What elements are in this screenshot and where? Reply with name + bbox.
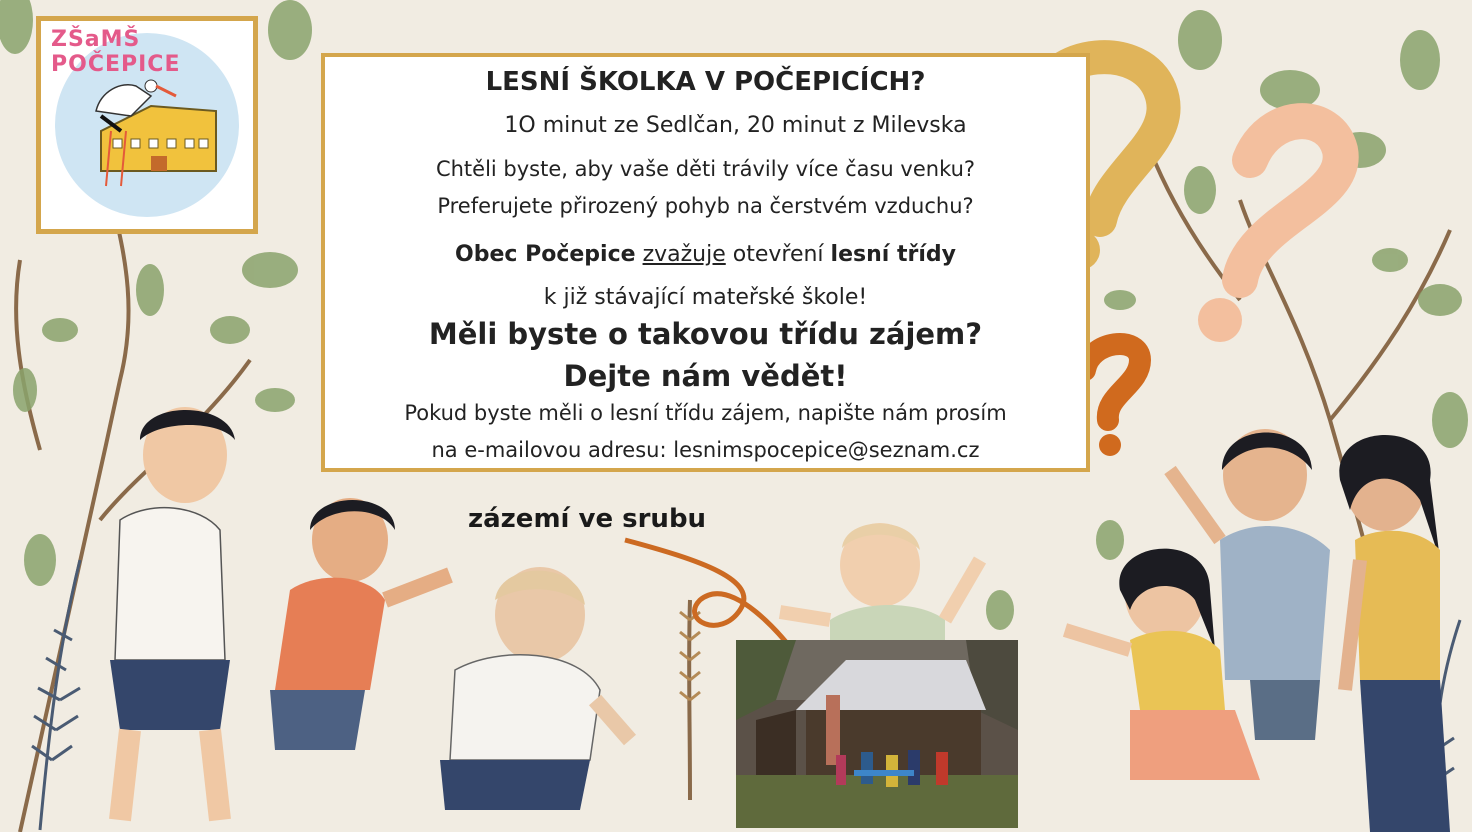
child-blond-back xyxy=(440,567,630,810)
question-movement: Preferujete přirozený pohyb na čerstvém vzduchu? xyxy=(437,194,974,218)
opening-word: otevření xyxy=(732,242,824,267)
question-mark-peach-icon xyxy=(1198,121,1341,342)
school-logo xyxy=(36,16,258,234)
forest-class-label: lesní třídy xyxy=(830,242,956,267)
child-girl-yellow-shirt xyxy=(1339,435,1450,832)
interest-question: Měli byste o takovou třídu zájem? xyxy=(428,317,983,351)
child-boy-orange-shirt xyxy=(270,498,450,750)
considering-word: zvažuje xyxy=(642,242,726,267)
cabin-photo xyxy=(736,640,1018,828)
info-panel xyxy=(321,53,1090,472)
email-address[interactable]: na e-mailovou adresu: lesnimspocepice@seznam.cz xyxy=(431,438,980,462)
child-boy-white-shirt xyxy=(110,407,235,820)
cabin-caption: zázemí ve srubu xyxy=(468,504,707,534)
question-outdoor: Chtěli byste, aby vaše děti trávily více času venku? xyxy=(435,157,976,181)
headline: LESNÍ ŠKOLKA V POČEPICÍCH? xyxy=(485,67,926,97)
question-mark-orange-icon xyxy=(1085,344,1140,456)
call-to-action: Dejte nám vědět! xyxy=(563,359,848,393)
logo-text: ZŠaMŠ POČEPICE xyxy=(51,27,181,77)
municipality-name: Obec Počepice xyxy=(455,242,636,267)
kindergarten-line: k již stávající mateřské škole! xyxy=(543,285,868,310)
announcement-line xyxy=(325,242,1086,267)
contact-instruction: Pokud byste měli o lesní třídu zájem, napište nám prosím xyxy=(404,401,1007,425)
subtitle: 1O minut ze Sedlčan, 20 minut z Milevska xyxy=(504,113,967,138)
